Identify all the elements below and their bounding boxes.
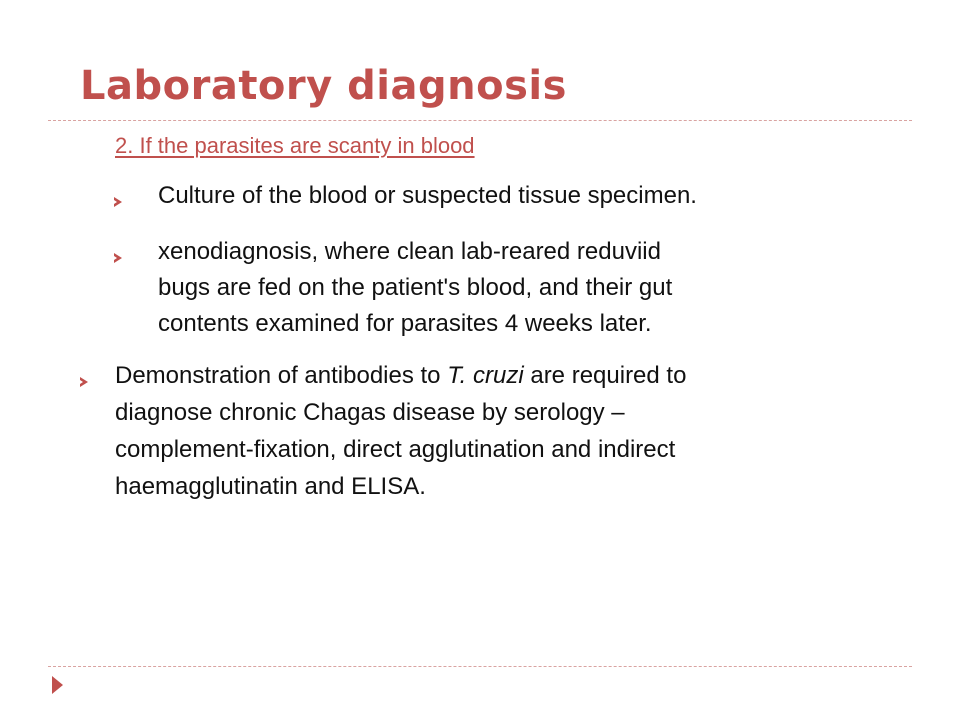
arrow-bullet-icon — [114, 253, 122, 263]
top-divider — [48, 120, 912, 121]
arrow-bullet-icon — [114, 197, 122, 207]
arrow-bullet-icon — [80, 377, 88, 387]
sub-bullet-2-line-3: contents examined for parasites 4 weeks later. — [158, 310, 652, 337]
bottom-divider — [48, 666, 912, 667]
sub-bullet-1-line-1: Culture of the blood or suspected tissue specimen. — [158, 182, 697, 209]
triangle-arrow-icon — [52, 676, 63, 694]
sub-bullet-2-line-2: bugs are fed on the patient's blood, and their gut — [158, 274, 673, 301]
main-bullet-line-4: haemagglutinatin and ELISA. — [115, 473, 426, 500]
main-bullet-text-before: Demonstration of antibodies to — [115, 362, 448, 389]
slide-title: Laboratory diagnosis — [80, 63, 567, 109]
main-bullet-line-3: complement-fixation, direct agglutination and indirect — [115, 436, 676, 463]
main-bullet-line-2: diagnose chronic Chagas disease by serology – — [115, 399, 625, 426]
species-name: T. cruzi — [447, 362, 524, 389]
main-bullet-text-after: are required to — [523, 362, 687, 389]
subheading: 2. If the parasites are scanty in blood — [115, 133, 475, 158]
sub-bullet-2-line-1: xenodiagnosis, where clean lab-reared reduviid — [158, 238, 661, 265]
main-bullet-line-1 — [115, 360, 686, 392]
